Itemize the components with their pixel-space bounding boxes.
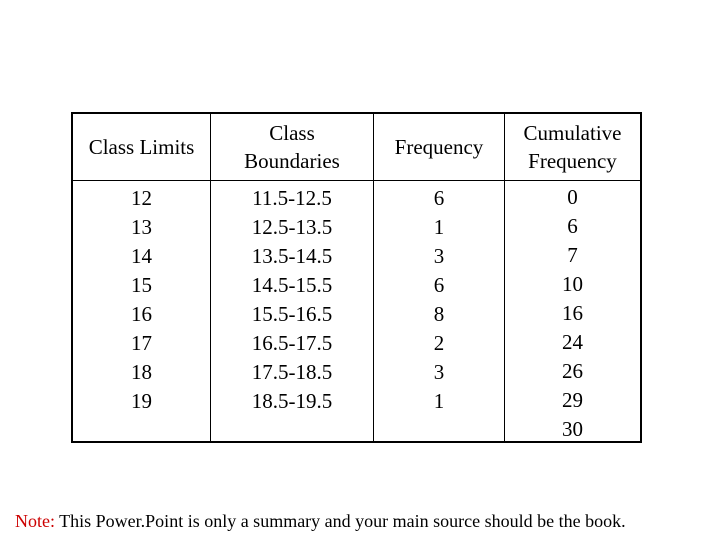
table-cell: 19	[131, 389, 152, 413]
table-cell: 11.5-12.5	[252, 186, 332, 210]
table-cell: 26	[562, 359, 583, 383]
table-cell: 1	[433, 215, 445, 239]
note-text: This Power.Point is only a summary and your main source should be the book.	[55, 511, 626, 531]
table-cell: 1	[433, 389, 445, 413]
table-cell: 18.5-19.5	[251, 389, 333, 413]
column-cumulative-frequency	[505, 114, 640, 441]
table-cell: 24	[562, 330, 583, 354]
table-cell: 7	[567, 243, 578, 267]
table-cell: 13.5-14.5	[251, 244, 333, 268]
table-cell: 13	[131, 215, 152, 239]
table-cell: 10	[562, 272, 583, 296]
header-frequency	[374, 114, 504, 180]
header-class-boundaries	[211, 114, 373, 180]
table-cell: 29	[562, 388, 583, 412]
table-cell: 0	[567, 185, 578, 209]
table-cell: 12	[131, 186, 152, 210]
header-frequency-label: Frequency	[394, 135, 484, 159]
cumulative-frequency-values	[505, 183, 640, 444]
header-class-boundaries-label: Class Boundaries	[244, 121, 340, 173]
table-cell: 2	[433, 331, 445, 355]
table-cell: 6	[433, 186, 445, 210]
table-cell: 3	[433, 360, 445, 384]
table-cell: 3	[433, 244, 445, 268]
class-boundaries-values	[211, 184, 373, 416]
table-cell: 6	[433, 273, 445, 297]
table-cell: 12.5-13.5	[251, 215, 333, 239]
table-cell: 16	[131, 302, 152, 326]
table-cell: 14.5-15.5	[251, 273, 333, 297]
header-cumulative-frequency-label: Cumulative Frequency	[523, 121, 622, 173]
table-cell: 16.5-17.5	[251, 331, 333, 355]
header-class-limits	[73, 114, 210, 180]
table-cell: 16	[562, 301, 583, 325]
frequency-table	[71, 112, 642, 443]
table-cell: 15.5-16.5	[251, 302, 333, 326]
column-class-boundaries	[211, 114, 374, 441]
note-label: Note:	[15, 511, 55, 531]
table-cell: 30	[562, 417, 583, 441]
table-cell: 14	[131, 244, 152, 268]
table-cell: 15	[131, 273, 152, 297]
header-cumulative-frequency	[505, 114, 640, 180]
header-class-limits-label: Class Limits	[88, 135, 195, 159]
column-frequency	[374, 114, 505, 441]
class-limits-values	[73, 184, 210, 416]
table-cell: 8	[433, 302, 445, 326]
table-cell: 17.5-18.5	[251, 360, 333, 384]
table-cell: 18	[131, 360, 152, 384]
footer-note	[15, 511, 626, 532]
table-cell: 17	[131, 331, 152, 355]
table-cell: 6	[567, 214, 578, 238]
column-class-limits	[73, 114, 211, 441]
frequency-values	[374, 184, 504, 416]
